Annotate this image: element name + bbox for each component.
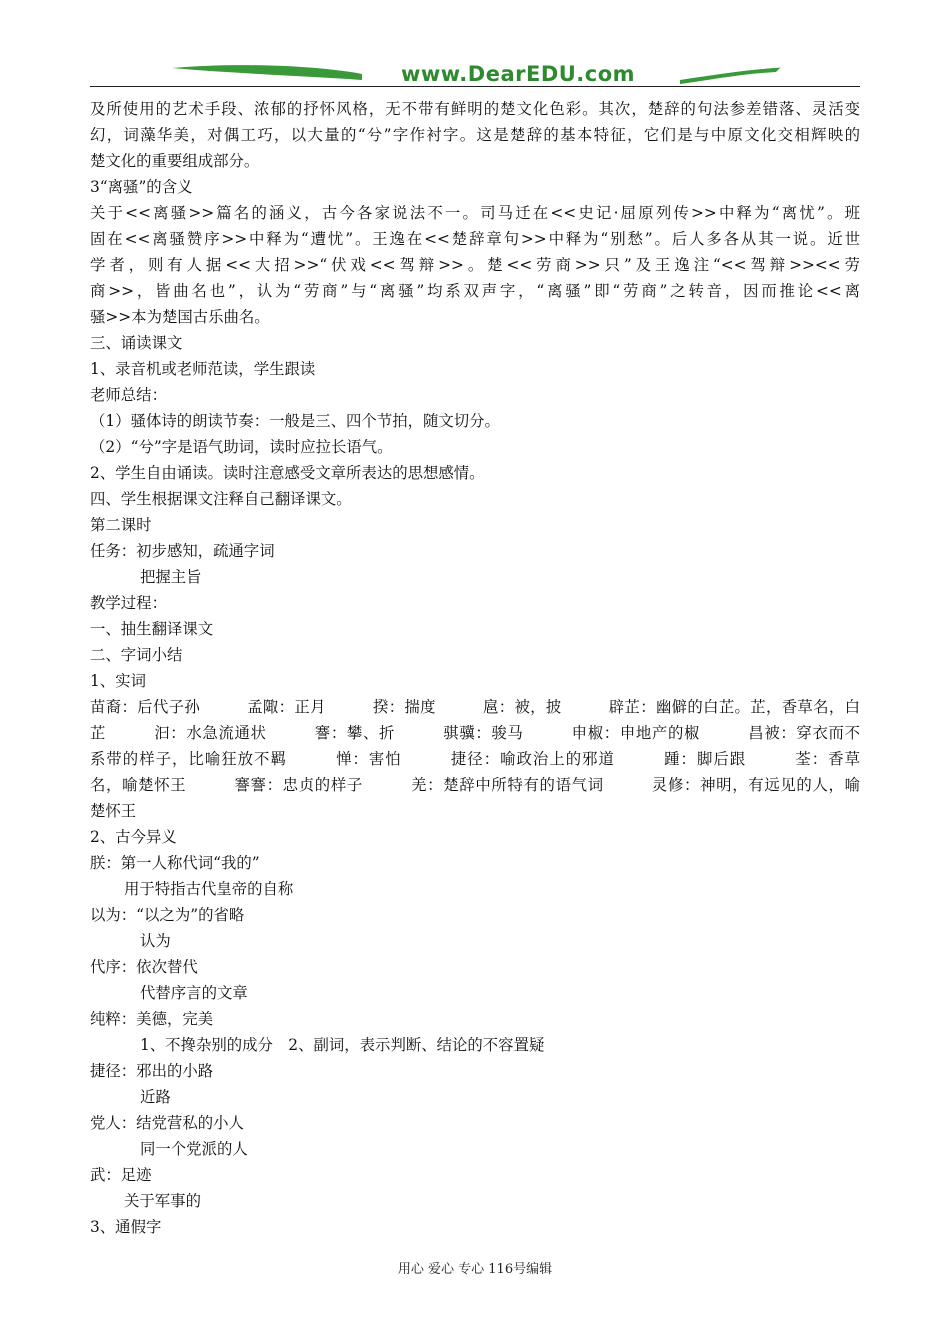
text-line: 关于<<离骚>>篇名的涵义，古今各家说法不一。司马迁在<<史记·屈原列传>>中释为“离忧”。班 xyxy=(90,204,860,222)
text-line: 楚怀王 xyxy=(90,802,137,820)
section-heading: 3“离骚”的含义 xyxy=(90,178,193,196)
site-logo[interactable]: www.DearEDU.com xyxy=(400,62,636,86)
section-heading: 第二课时 xyxy=(90,516,152,534)
text-line: （2）“兮”字是语气助词，读时应拉长语气。 xyxy=(90,438,393,456)
text-line: 幻，词藻华美，对偶工巧，以大量的“兮”字作衬字。这是楚辞的基本特征，它们是与中原文化交相辉映的 xyxy=(90,126,860,144)
subsection-heading: 3、通假字 xyxy=(90,1218,162,1236)
text-line: 同一个党派的人 xyxy=(140,1140,248,1158)
text-line: 楚文化的重要组成部分。 xyxy=(90,152,260,170)
text-line: 名，喻楚怀王 謇謇：忠贞的样子 羌：楚辞中所特有的语气词 灵修：神明，有远见的人，喻 xyxy=(90,776,860,794)
text-line: 芷 汩：水急流通状 謇：攀、折 骐骥：骏马 申椒：申地产的椒 昌被：穿衣而不 xyxy=(90,724,860,742)
text-line: 固在<<离骚赞序>>中释为“遭忧”。王逸在<<楚辞章句>>中释为“别愁”。后人多各从其一说。近世 xyxy=(90,230,860,248)
section-heading: 三、诵读课文 xyxy=(90,334,183,352)
text-line: 朕：第一人称代词“我的” xyxy=(90,854,260,872)
header-divider xyxy=(90,86,860,87)
text-line: 把握主旨 xyxy=(140,568,202,586)
text-line: 2、学生自由诵读。读时注意感受文章所表达的思想感情。 xyxy=(90,464,485,482)
text-line: 商>>，皆曲名也”，认为“劳商”与“离骚”均系双声字，“离骚”即“劳商”之转音，因而推论<<离 xyxy=(90,282,860,300)
text-line: 近路 xyxy=(140,1088,171,1106)
text-line: 以为：“以之为”的省略 xyxy=(90,906,245,924)
subsection-heading: 2、古今异义 xyxy=(90,828,177,846)
text-line: 骚>>本为楚国古乐曲名。 xyxy=(90,308,270,326)
section-heading: 四、学生根据课文注释自己翻译课文。 xyxy=(90,490,352,508)
text-line: 党人：结党营私的小人 xyxy=(90,1114,244,1132)
text-line: 及所使用的艺术手段、浓郁的抒怀风格，无不带有鲜明的楚文化色彩。其次，楚辞的句法参差错落、灵活变 xyxy=(90,100,860,118)
subsection-heading: 1、实词 xyxy=(90,672,146,690)
text-line: 教学过程： xyxy=(90,594,167,612)
text-line: 任务：初步感知，疏通字词 xyxy=(90,542,275,560)
text-line: 用于特指古代皇帝的自称 xyxy=(124,880,294,898)
page-footer: 用心 爱心 专心 116号编辑 xyxy=(397,1262,553,1277)
text-line: 系带的样子，比喻狂放不羁 惮：害怕 捷径：喻政治上的邪道 踵：脚后跟 荃：香草 xyxy=(90,750,860,768)
text-line: 学者，则有人据<<大招>>“伏戏<<驾辩>>。楚<<劳商>>只”及王逸注“<<驾辩>><<劳 xyxy=(90,256,860,274)
text-line: 老师总结： xyxy=(90,386,167,404)
text-line: 1、不搀杂别的成分 2、副词，表示判断、结论的不容置疑 xyxy=(140,1036,545,1054)
text-line: 苗裔：后代子孙 孟陬：正月 揆：揣度 扈：被，披 辟芷：幽僻的白芷。芷，香草名，白 xyxy=(90,698,860,716)
text-line: 武：足迹 xyxy=(90,1166,152,1184)
text-line: 代序：依次替代 xyxy=(90,958,198,976)
section-heading: 一、抽生翻译课文 xyxy=(90,620,214,638)
document-body xyxy=(90,96,860,1240)
text-line: 捷径：邪出的小路 xyxy=(90,1062,214,1080)
section-heading: 二、字词小结 xyxy=(90,646,183,664)
text-line: 认为 xyxy=(140,932,171,950)
text-line: 纯粹：美德，完美 xyxy=(90,1010,214,1028)
text-line: 1、录音机或老师范读，学生跟读 xyxy=(90,360,316,378)
text-line: 关于军事的 xyxy=(124,1192,201,1210)
text-line: （1）骚体诗的朗读节奏：一般是三、四个节拍，随文切分。 xyxy=(90,412,500,430)
text-line: 代替序言的文章 xyxy=(140,984,248,1002)
